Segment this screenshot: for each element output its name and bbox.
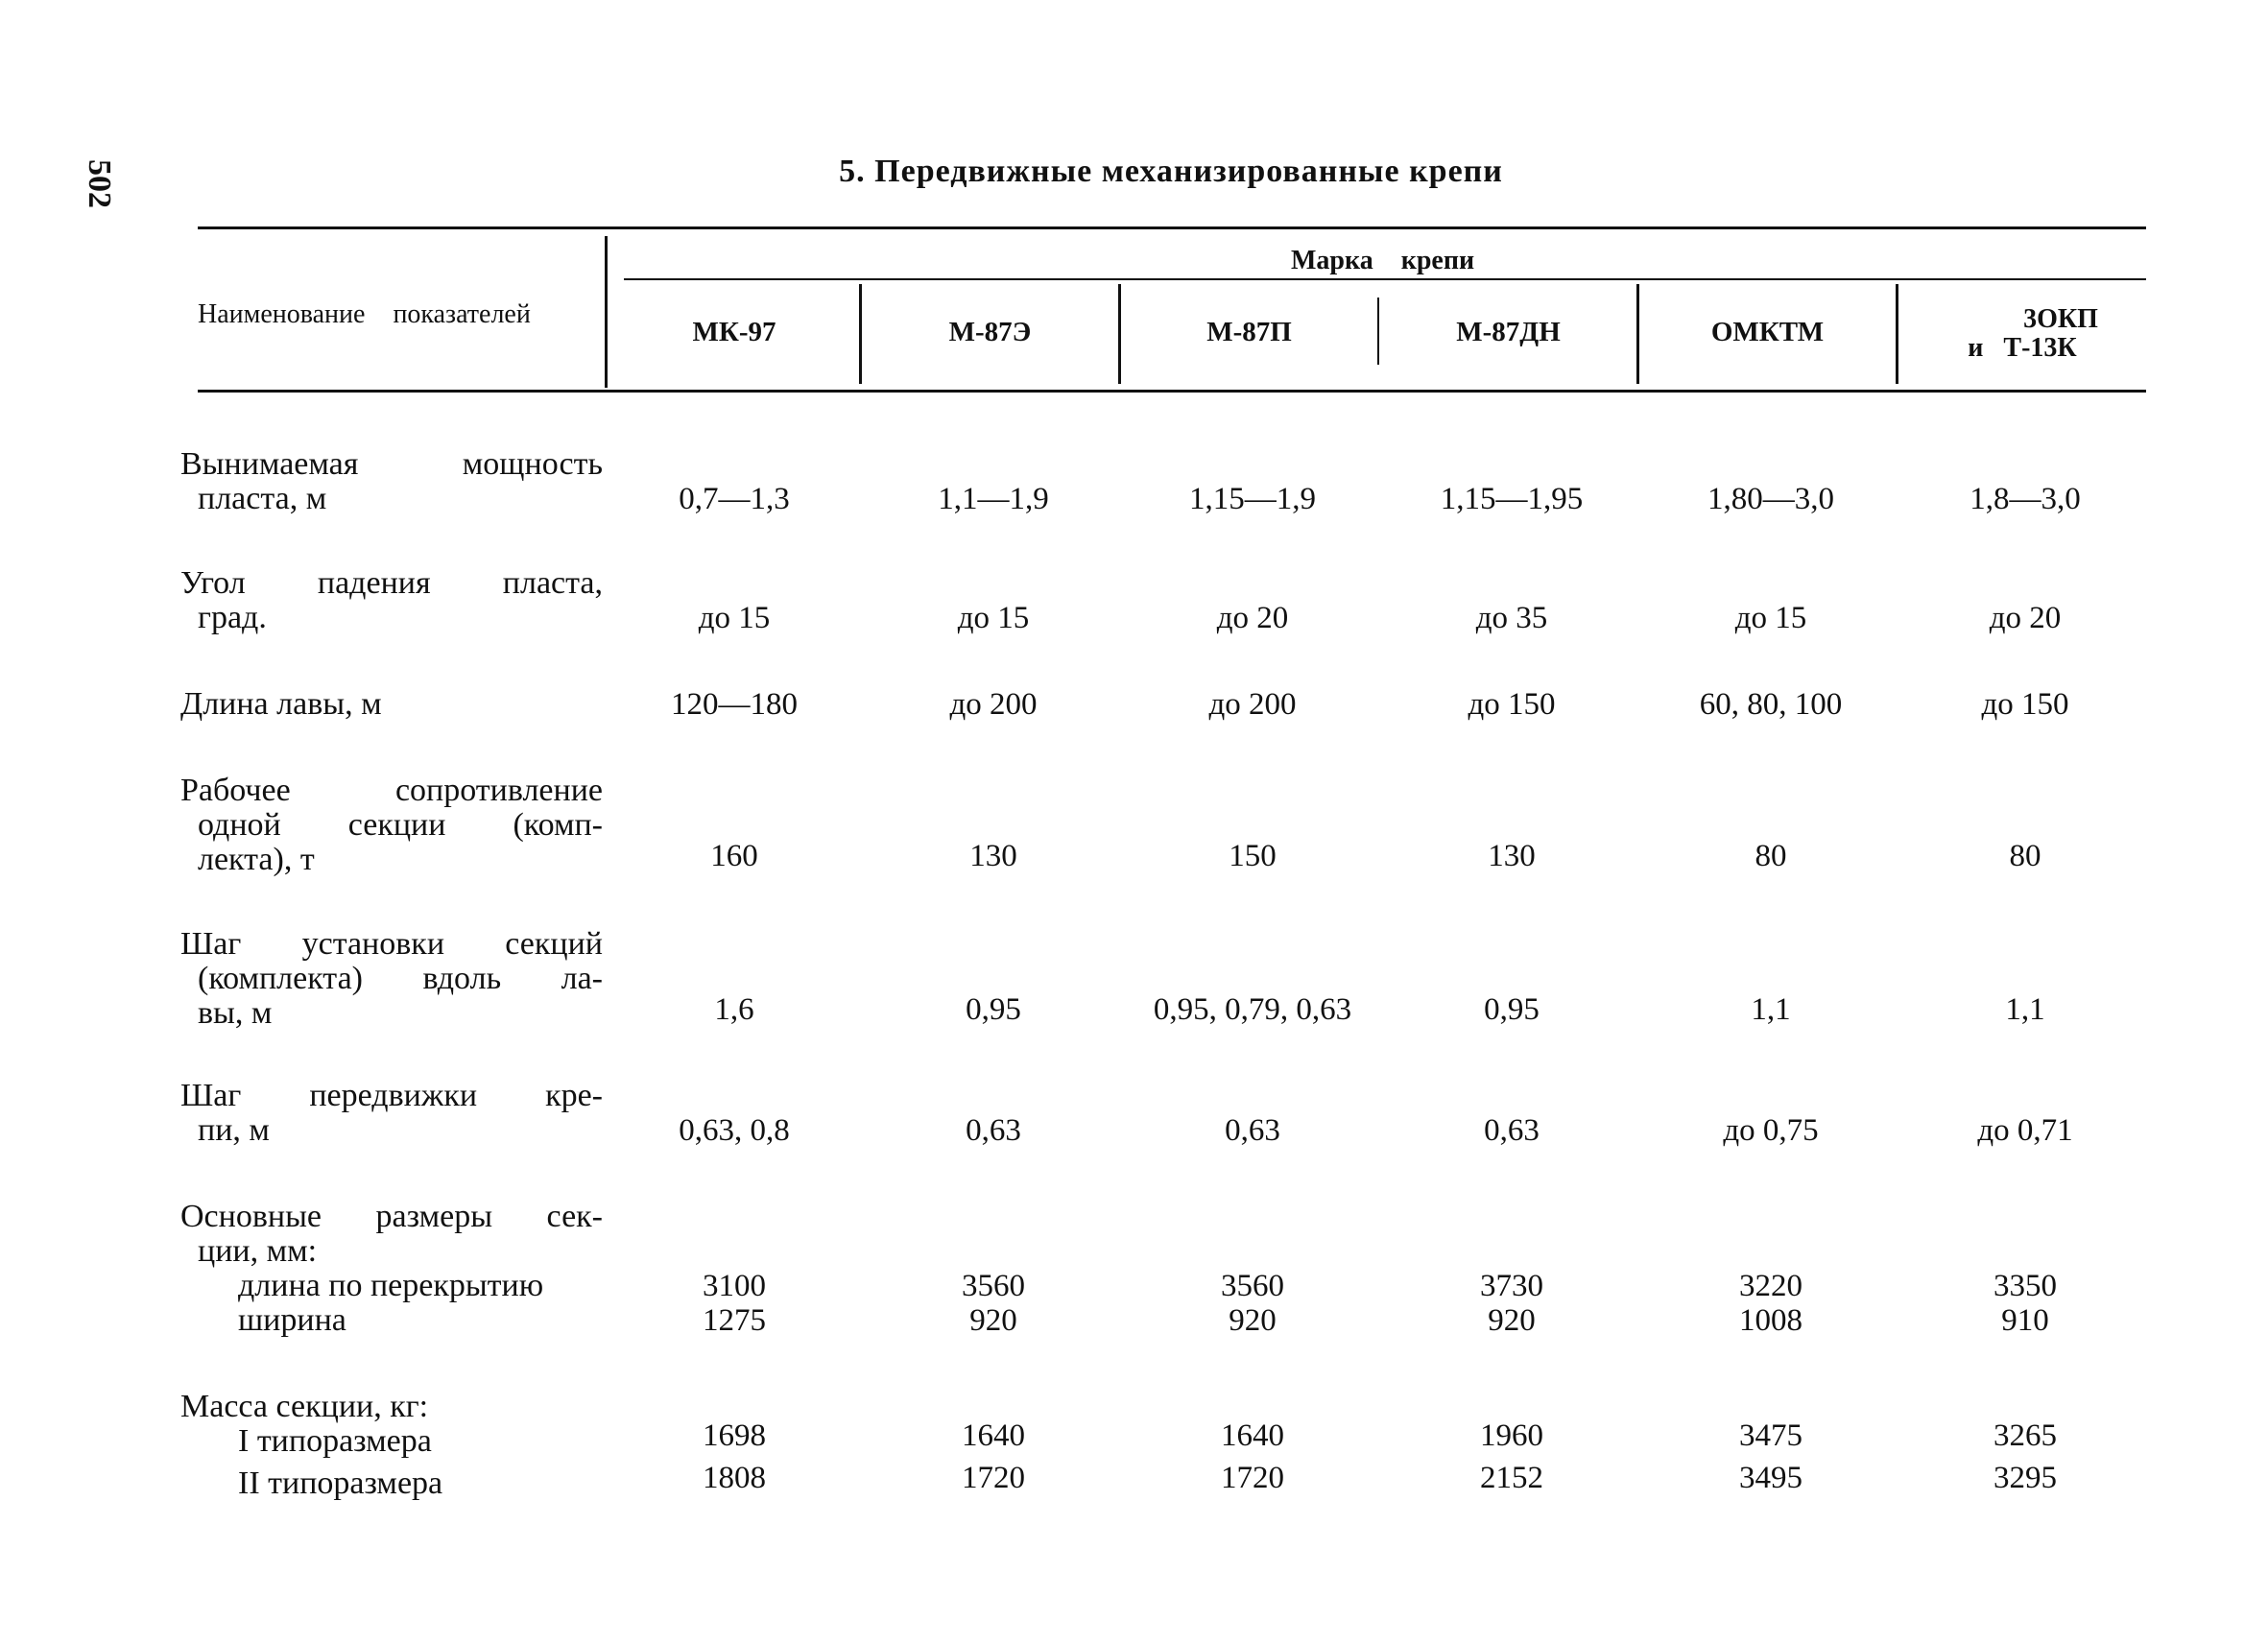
indicator-header: Наименование показателей <box>198 299 531 329</box>
row-label-length <box>180 687 603 722</box>
table-cell: 920 <box>1229 1303 1277 1338</box>
table-cell: 150 <box>1229 839 1277 873</box>
table-cell: 1720 <box>1221 1461 1284 1495</box>
table-cell: до 150 <box>1468 687 1556 722</box>
top-rule <box>198 226 2146 229</box>
table-cell: 1640 <box>1221 1418 1284 1453</box>
row-label-line: Основные размеры сек- <box>180 1199 603 1234</box>
table-cell: 1640 <box>962 1418 1025 1453</box>
table-cell: 1,1 <box>1751 992 1791 1027</box>
table-cell: 3295 <box>1993 1461 2057 1495</box>
table-cell: 1,1 <box>2005 992 2045 1027</box>
row-label-line: Рабочее сопротивление <box>180 773 603 808</box>
table-cell: 0,95 <box>966 992 1021 1027</box>
row-sublabel: II типоразмера <box>238 1465 443 1501</box>
row-label-line: Масса секции, кг: <box>180 1389 429 1424</box>
table-cell: 130 <box>969 839 1017 873</box>
header-bottom-rule <box>198 390 2146 393</box>
table-cell: 160 <box>710 839 758 873</box>
table-cell: до 20 <box>1216 601 1289 635</box>
row-label-resistance <box>180 774 603 877</box>
table-cell: 920 <box>1488 1303 1536 1338</box>
table-cell: 3265 <box>1993 1418 2057 1453</box>
row-label-line: пи, м <box>198 1112 270 1148</box>
column-header-omktm: ОМКТМ <box>1710 317 1825 347</box>
column-header-m87e: М-87Э <box>948 317 1032 347</box>
table-cell: 3560 <box>1221 1269 1284 1303</box>
table-cell: 0,7—1,3 <box>679 482 790 516</box>
row-label-angle <box>180 566 603 635</box>
table-cell: 1,1—1,9 <box>938 482 1049 516</box>
row-label-line: лекта), т <box>198 842 315 877</box>
row-sublabel: I типоразмера <box>238 1423 432 1459</box>
row-label-line: Шаг передвижки кре- <box>180 1078 603 1113</box>
table-cell: 0,63 <box>966 1113 1021 1148</box>
table-cell: 130 <box>1488 839 1536 873</box>
row-label-line: град. <box>198 600 267 635</box>
table-cell: до 15 <box>957 601 1030 635</box>
table-cell: до 20 <box>1989 601 2062 635</box>
table-cell: 920 <box>969 1303 1017 1338</box>
table-cell: до 150 <box>1981 687 2069 722</box>
table-cell: 910 <box>2001 1303 2049 1338</box>
table-cell: 1275 <box>703 1303 766 1338</box>
table-cell: 1808 <box>703 1461 766 1495</box>
table-cell: 0,95 <box>1484 992 1540 1027</box>
table-cell: 1008 <box>1739 1303 1802 1338</box>
row-label-line: Вынимаемая мощность <box>180 446 603 482</box>
table-cell: 1698 <box>703 1418 766 1453</box>
table-cell: до 0,71 <box>1977 1113 2073 1148</box>
row-sublabel: ширина <box>238 1302 346 1338</box>
table-cell: до 35 <box>1475 601 1548 635</box>
row-label-mass <box>180 1390 603 1501</box>
row-label-dimensions <box>180 1200 603 1338</box>
row-label-step-install <box>180 927 603 1031</box>
table-cell: 0,63 <box>1225 1113 1280 1148</box>
header-divider-3 <box>1377 298 1379 365</box>
table-title: 5. Передвижные механизированные крепи <box>839 154 1503 189</box>
header-divider-indicator <box>605 236 608 388</box>
table-cell: до 15 <box>1734 601 1807 635</box>
table-cell: 1,8—3,0 <box>1970 482 2081 516</box>
table-cell: 80 <box>2009 839 2041 873</box>
row-label-line: Длина лавы, м <box>180 686 382 722</box>
table-cell: 1720 <box>962 1461 1025 1495</box>
table-cell: 1,80—3,0 <box>1707 482 1834 516</box>
row-label-line: Шаг установки секций <box>180 926 603 962</box>
row-label-line: вы, м <box>198 995 273 1031</box>
column-header-mk97: МК-97 <box>692 317 776 347</box>
table-cell: до 200 <box>949 687 1038 722</box>
row-label-step-move <box>180 1079 603 1148</box>
row-label-line: Угол падения пласта, <box>180 565 603 601</box>
group-header: Марка крепи <box>1291 246 1475 275</box>
row-label-line: ции, мм: <box>198 1233 318 1269</box>
table-cell: 0,63, 0,8 <box>679 1113 790 1148</box>
table-cell: 1960 <box>1480 1418 1543 1453</box>
table-cell: 1,15—1,95 <box>1440 482 1584 516</box>
column-header-m87p: М-87П <box>1206 317 1292 347</box>
table-cell: 1,6 <box>714 992 754 1027</box>
table-cell: 0,95, 0,79, 0,63 <box>1153 992 1352 1027</box>
table-cell: до 15 <box>698 601 771 635</box>
table-cell: 60, 80, 100 <box>1699 687 1843 722</box>
table-cell: 0,63 <box>1484 1113 1540 1148</box>
table-cell: до 200 <box>1208 687 1297 722</box>
table-cell: 1,15—1,9 <box>1189 482 1316 516</box>
table-cell: 3350 <box>1993 1269 2057 1303</box>
table-cell: 3495 <box>1739 1461 1802 1495</box>
table-cell: 3730 <box>1480 1269 1543 1303</box>
column-header-3okp-line1: 3ОКП <box>2023 304 2098 334</box>
table-cell: 3100 <box>703 1269 766 1303</box>
table-cell: 2152 <box>1480 1461 1543 1495</box>
column-header-3okp <box>1898 305 2146 363</box>
row-label-line: пласта, м <box>198 481 327 516</box>
table-cell: 3560 <box>962 1269 1025 1303</box>
column-header-3okp-line2: и Т-13К <box>1968 333 2077 363</box>
table-cell: 120—180 <box>671 687 798 722</box>
group-rule <box>624 278 2146 280</box>
table-cell: 80 <box>1755 839 1787 873</box>
table-cell: 3220 <box>1739 1269 1802 1303</box>
row-label-line: одной секции (комп- <box>198 807 603 843</box>
page-number: 502 <box>82 159 117 208</box>
column-header-m87dn: М-87ДН <box>1456 317 1561 347</box>
table-cell: 3475 <box>1739 1418 1802 1453</box>
table-cell: до 0,75 <box>1723 1113 1819 1148</box>
row-label-thickness <box>180 447 603 516</box>
row-sublabel: длина по перекрытию <box>238 1268 544 1303</box>
row-label-line: (комплекта) вдоль ла- <box>198 961 603 996</box>
